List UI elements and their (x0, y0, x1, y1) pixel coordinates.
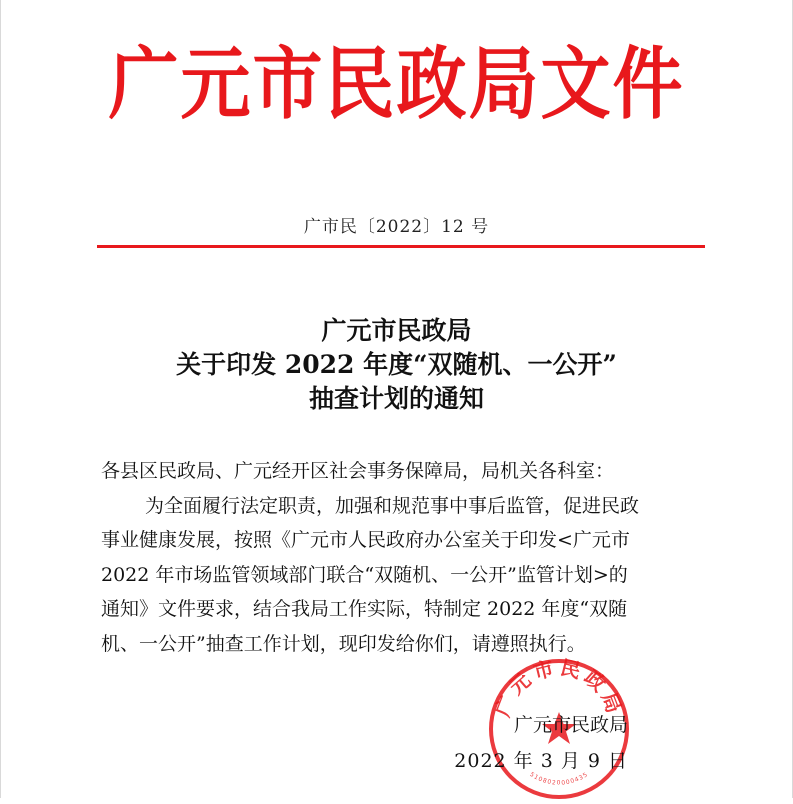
svg-text:5108020000435: 5108020000435 (528, 770, 590, 787)
body-line-5: 机、一公开”抽查工作计划，现印发给你们，请遵照执行。 (101, 632, 586, 655)
document-body (101, 454, 701, 661)
red-divider-line (97, 245, 705, 248)
salutation: 各县区民政局、广元经开区社会事务保障局，局机关各科室： (101, 460, 615, 482)
document-number: 广市民〔2022〕12 号 (303, 217, 490, 237)
title-line-3: 抽查计划的通知 (308, 384, 484, 413)
letterhead-title: 广元市民政局文件 (108, 36, 685, 130)
document-title (0, 314, 793, 416)
body-line-4: 通知》文件要求，结合我局工作实际，特制定 2022 年度“双随 (101, 598, 628, 620)
body-line-2: 事业健康发展，按照《广元市人民政府办公室关于印发<广元市 (101, 529, 630, 551)
body-line-1: 为全面履行法定职责，加强和规范事中事后监管，促进民政 (145, 494, 640, 517)
title-line-1: 广元市民政局 (321, 316, 472, 345)
signatory: 广元市民政局 (513, 714, 628, 736)
title-line-2: 关于印发 2022 年度“双随机、一公开” (176, 350, 617, 379)
issue-date: 2022 年 3 月 9 日 (454, 750, 628, 772)
body-line-3: 2022 年市场监管领域部门联合“双随机、一公开”监管计划>的 (101, 563, 628, 586)
svg-text:广元市民政局: 广元市民政局 (490, 655, 628, 720)
